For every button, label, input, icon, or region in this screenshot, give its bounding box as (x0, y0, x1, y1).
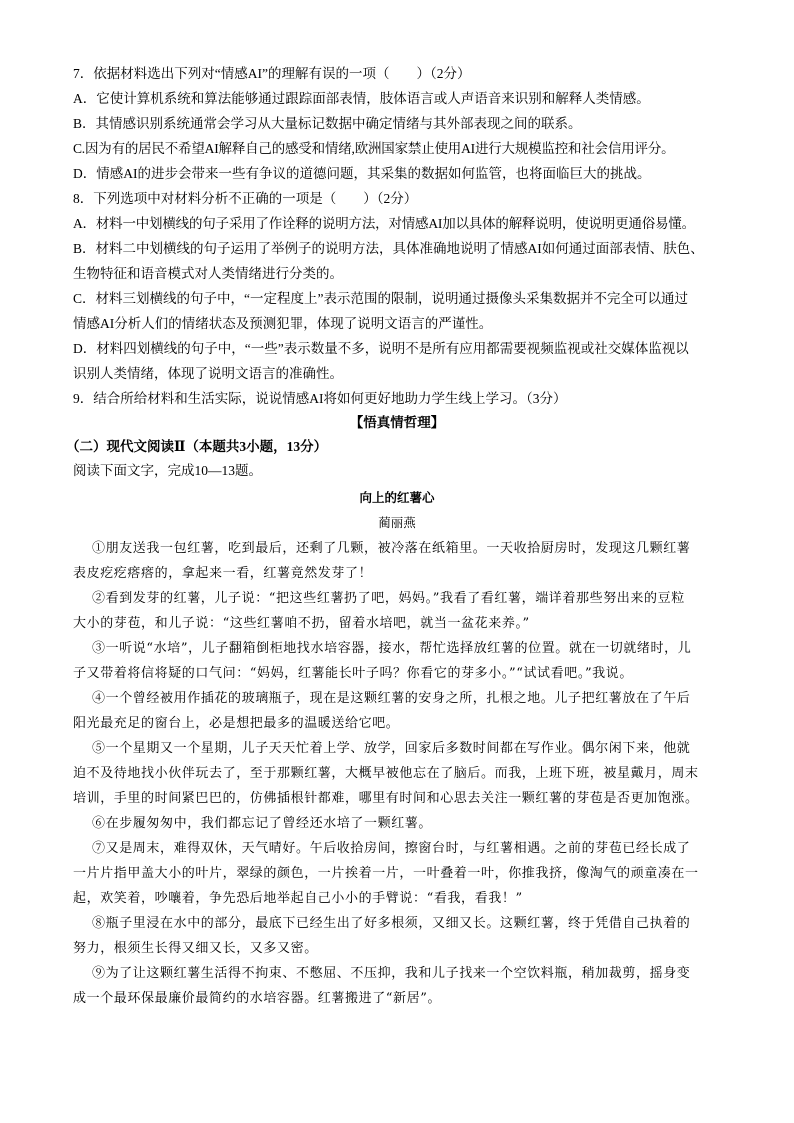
article-line: 子又带着将信将疑的口气问：“妈妈，红薯能长叶子吗？你看它的芽多小。”“试试看吧。”我说。 (73, 666, 633, 681)
question-7-option-a: A．它使计算机系统和算法能够通过跟踪面部表情，肢体语言或人声语音来识别和解释人类情感。 (73, 91, 650, 106)
question-7-option-d: D．情感AI的进步会带来一些有争议的道德问题，其采集的数据如何监管，也将面临巨大的挑战。 (73, 166, 651, 181)
article-line: ⑨为了让这颗红薯生活得不拘束、不憋屈、不压抑，我和儿子找来一个空饮料瓶，稍加裁剪，摇身变 (92, 966, 691, 981)
article-title: 向上的红薯心 (359, 491, 435, 505)
article-line: ①朋友送我一包红薯，吃到最后，还剩了几颗，被冷落在纸箱里。一天收拾厨房时，发现这几颗红薯 (92, 541, 691, 556)
question-8-option-d-line1: D．材料四划横线的句子中，“一些”表示数量不多，说明不是所有应用都需要视频监视或社交媒体监视以 (73, 341, 689, 356)
part-2-title: （二）现代文阅读Ⅱ（本题共3小题，13分） (66, 439, 328, 454)
article-line: 阳光最充足的窗台上，必是想把最多的温暖送给它吧。 (73, 716, 400, 731)
article-line: 迫不及待地找小伙伴玩去了，至于那颗红薯，大概早被他忘在了脑后。而我，上班下班，被星戴月，周末 (73, 766, 699, 781)
article-line: 表皮疙疙瘩瘩的，拿起来一看，红薯竟然发芽了！ (73, 566, 373, 581)
article-line: ②看到发芽的红薯，儿子说：“把这些红薯扔了吧，妈妈。”我看了看红薯，端详着那些努出来的豆粒 (92, 591, 685, 606)
section-header: 【悟真情哲理】 (349, 415, 445, 430)
question-7-stem: 7．依据材料选出下列对“情感AI”的理解有误的一项（ ）（2分） (73, 66, 471, 81)
question-8-option-a: A．材料一中划横线的句子采用了作诠释的说明方法，对情感AI加以具体的解释说明，使说明更通俗易懂。 (73, 216, 695, 231)
article-line: 培训，手里的时间紧巴巴的，仿佛插根针都难，哪里有时间和心思去关注一颗红薯的芽苞是否更加饱涨。 (73, 791, 699, 806)
article-author: 蔺丽燕 (378, 516, 416, 530)
question-8-option-d-line2: 识别人类情绪，体现了说明文语言的准确性。 (73, 366, 343, 381)
question-9: 9．结合所给材料和生活实际，说说情感AI将如何更好地助力学生线上学习。（3分） (73, 391, 567, 406)
article-line: ⑤一个星期又一个星期，儿子天天忙着上学、放学，回家后多数时间都在写作业。偶尔闲下来，他就 (92, 741, 691, 756)
article-line: ⑦又是周末，难得双休，天气晴好。午后收拾房间，擦窗台时，与红薯相遇。之前的芽苞已经长成了 (92, 841, 691, 856)
article-line: 起，欢笑着，吵嚷着，争先恐后地举起自己小小的手臂说：“看我，看我！” (73, 891, 523, 906)
article-line: 大小的芽苞，和儿子说：“这些红薯咱不扔，留着水培吧，就当一盆花来养。” (73, 616, 530, 631)
article-line: ④一个曾经被用作插花的玻璃瓶子，现在是这颗红薯的安身之所，扎根之地。儿子把红薯放在了午后 (92, 691, 691, 706)
article-line: ③一听说“水培”，儿子翻箱倒柜地找水培容器，接水，帮忙选择放红薯的位置。就在一切就绪时，儿 (92, 641, 692, 656)
question-8-option-b-line1: B．材料二中划横线的句子运用了举例子的说明方法，具体准确地说明了情感AI如何通过面部表情、肤色、 (73, 241, 704, 256)
article-line: ⑧瓶子里浸在水中的部分，最底下已经生出了好多根须，又细又长。这颗红薯，终于凭借自己执着的 (92, 916, 691, 931)
article-line: ⑥在步履匆匆中，我们都忘记了曾经还水培了一颗红薯。 (92, 816, 433, 831)
question-8-option-c-line2: 情感AI分析人们的情绪状态及预测犯罪，体现了说明文语言的严谨性。 (73, 316, 493, 331)
article-line: 努力，根须生长得又细又长，又多又密。 (73, 941, 318, 956)
question-7-option-c: C.因为有的居民不希望AI解释自己的感受和情绪,欧洲国家禁止使用AI进行大规模监控和社会信用评分。 (73, 141, 675, 156)
question-8-option-c-line1: C．材料三划横线的句子中，“一定程度上”表示范围的限制，说明通过摄像头采集数据并不完全可以通过 (73, 291, 688, 306)
article-line: 一片片指甲盖大小的叶片，翠绿的颜色，一片挨着一片，一叶叠着一叶，你推我挤，像淘气的顽童凑在一 (73, 866, 699, 881)
reading-instruction: 阅读下面文字，完成10—13题。 (73, 463, 262, 478)
article-line: 成一个最环保最廉价最简约的水培容器。红薯搬进了“新居”。 (73, 991, 442, 1006)
question-7-option-b: B．其情感识别系统通常会学习从大量标记数据中确定情绪与其外部表现之间的联系。 (73, 116, 582, 131)
question-8-option-b-line2: 生物特征和语音模式对人类情绪进行分类的。 (73, 266, 343, 281)
question-8-stem: 8．下列选项中对材料分析不正确的一项是（ ）（2分） (73, 191, 418, 206)
